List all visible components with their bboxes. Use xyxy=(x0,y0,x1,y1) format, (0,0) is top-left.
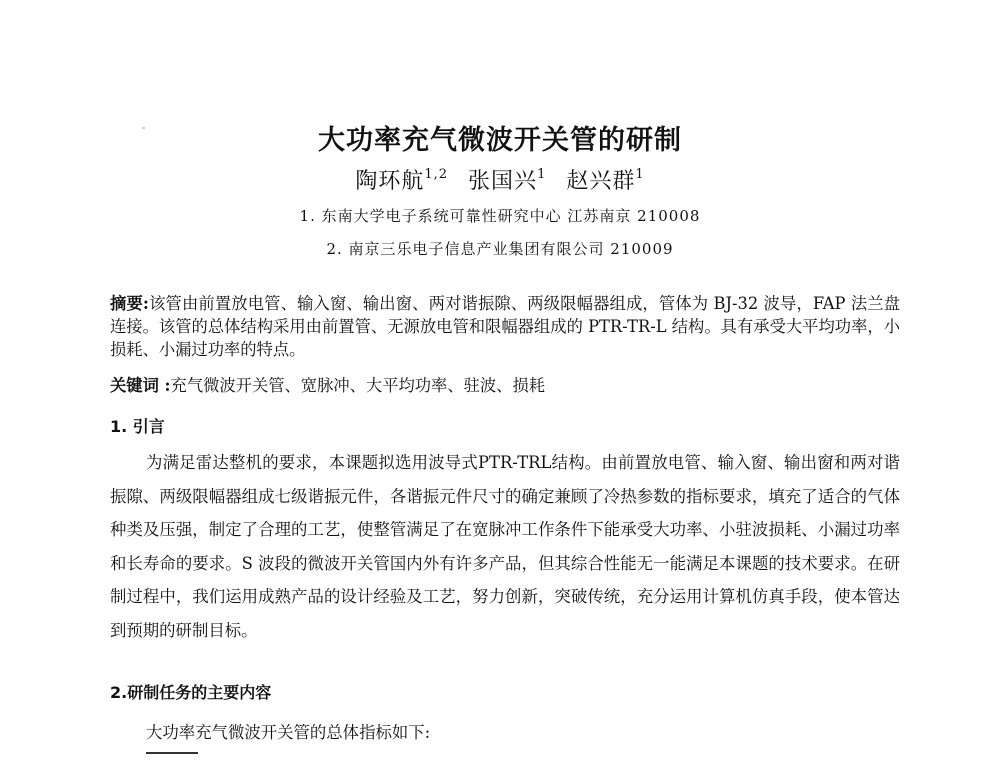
author-affiliation-mark: 1 xyxy=(537,167,547,182)
section-heading-introduction: 1. 引言 xyxy=(110,417,165,436)
keywords-text: 充气微波开关管、宽脉冲、大平均功率、驻波、损耗 xyxy=(170,376,546,395)
paper-title: 大功率充气微波开关管的研制 xyxy=(318,125,682,156)
keywords xyxy=(110,374,900,397)
author-name: 陶环航 xyxy=(355,169,425,194)
introduction-paragraph: 为满足雷达整机的要求，本课题拟选用波导式PTR-TRL结构。由前置放电管、输入窗、输出窗和两对谐振隙、两级限幅器组成七级谐振元件，各谐振元件尺寸的确定兼顾了冷热参数的指标要求，填充了适合的气体种类及压强，制定了合理的工艺，使整管满足了在宽脉冲工作条件下能承受大功率、小驻波损耗、小漏过功率和长寿命的要求。S 波段的微波开关管国内外有许多产品，但其综合性能无一能满足本课题的技术要求。在研制过程中，我们运用成熟产品的设计经验及工艺，努力创新，突破传统，充分运用计算机仿真手段，使本管达到预期的研制目标。 xyxy=(110,453,900,640)
section2-intro-paragraph: 大功率充气微波开关管的总体指标如下: xyxy=(146,723,431,742)
author-name: 赵兴群 xyxy=(566,169,636,194)
abstract-text: 该管由前置放电管、输入窗、输出窗、两对谐振隙、两级限幅器组成，管体为 BJ-32 波导，FAP 法兰盘连接。该管的总体结构采用由前置管、无源放电管和限幅器组成的 PTR-TR-L 结构。具有承受大平均功率，小损耗、小漏过功率的特点。 xyxy=(110,294,900,359)
author-affiliation-mark: 1 xyxy=(635,167,645,182)
keywords-label: 关键词 : xyxy=(110,376,171,395)
abstract xyxy=(110,292,900,361)
author xyxy=(468,169,546,194)
author xyxy=(566,169,644,194)
author xyxy=(355,169,448,194)
cropped-text-line xyxy=(146,750,206,760)
author-name: 张国兴 xyxy=(468,169,538,194)
section-heading-main-content: 2.研制任务的主要内容 xyxy=(110,683,272,702)
abstract-label: 摘要: xyxy=(110,294,149,313)
author-affiliation-mark: 1,2 xyxy=(424,167,449,182)
affiliation-1: 1. 东南大学电子系统可靠性研究中心 江苏南京 210008 xyxy=(299,207,701,225)
affiliation-2: 2. 南京三乐电子信息产业集团有限公司 210009 xyxy=(326,240,674,258)
author-list xyxy=(0,164,1000,195)
